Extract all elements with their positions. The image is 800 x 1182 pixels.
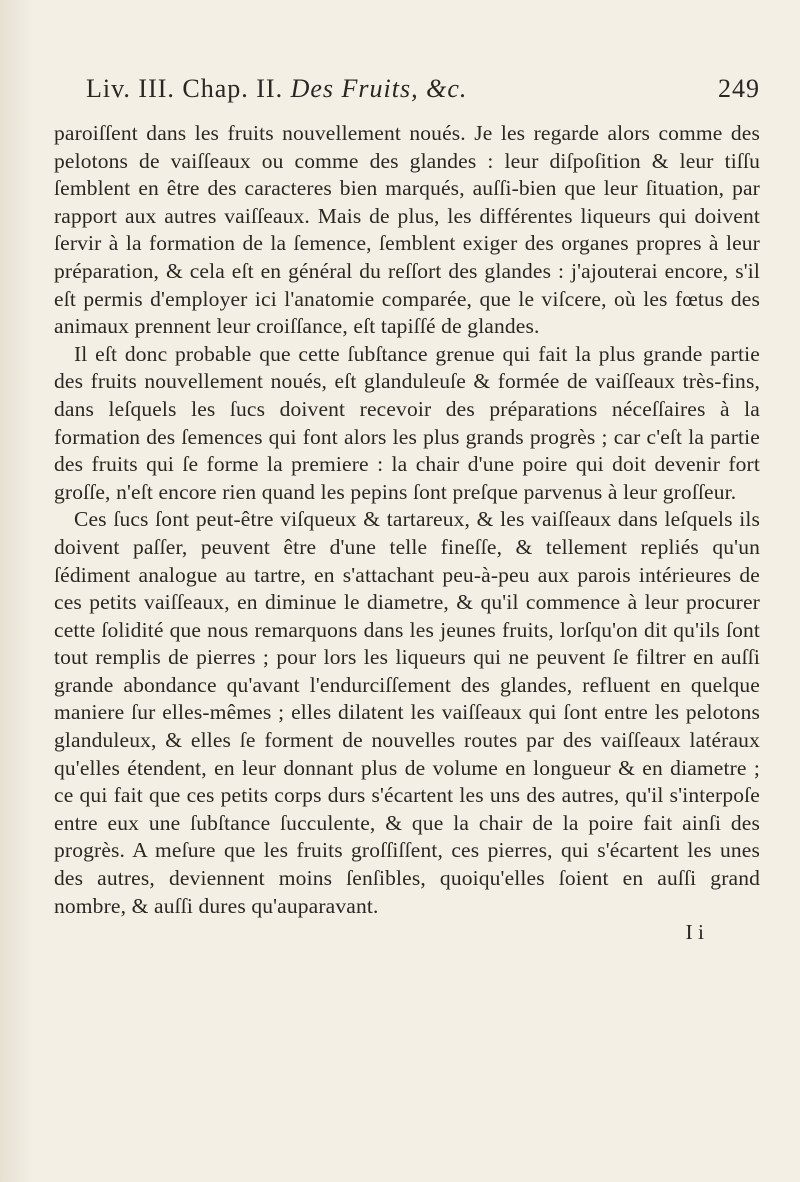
paragraph-3: Ces ſucs ſont peut-être viſqueux & tartareux, & les vaiſſeaux dans leſquels ils doivent paſſer, peuvent être d'une telle fineſſe, & tellement repliés qu'un ſédiment analogue au tartre, en s'attachant peu-à-peu aux parois intérieures de ces petits vaiſſeaux, en diminue le diametre, & qu'il commence à leur procurer cette ſolidité que nous remarquons dans les jeunes fruits, lorſqu'on dit qu'ils ſont tout remplis de pierres ; pour lors les liqueurs qui ne peuvent ſe filtrer en auſſi grande abondance qu'avant l'endurciſſement des glandes, refluent en quelque maniere ſur elles-mêmes ; elles dilatent les vaiſſeaux qui ſont entre les pelotons glanduleux, & elles ſe forment de nouvelles routes par des vaiſſeaux latéraux qu'elles étendent, en leur donnant plus de volume en longueur & en diametre ; ce qui fait que ces petits corps durs s'écartent les uns des autres, qu'il s'interpoſe entre eux une ſubſtance ſucculente, & que la chair de la poire fait ainſi des progrès. A meſure que les fruits groſſiſſent, ces pierres, qui s'écartent les unes des autres, deviennent moins ſenſibles, quoiqu'elles ſoient en auſſi grand nombre, & auſſi dures qu'auparavant. (54, 507, 760, 918)
paragraph-2: Il eſt donc probable que cette ſubſtance grenue qui fait la plus grande partie des fruits nouvellement noués, eſt glanduleuſe & formée de vaiſſeaux très-fins, dans leſquels les ſucs doivent recevoir des préparations néceſſaires à la formation des ſemences qui font alors les plus grands progrès ; car c'eſt la partie des fruits qui ſe forme la premiere : la chair d'une poire qui doit devenir fort groſſe, n'eſt encore rien quand les pepins ſont preſque parvenus à leur groſſeur. (54, 341, 760, 504)
book-page (54, 68, 760, 948)
paragraph-1: paroiſſent dans les fruits nouvellement noués. Je les regarde alors comme des pelotons de vaiſſeaux ou comme des glandes : leur diſpoſition & leur tiſſu ſemblent en être des caracteres bien marqués, auſſi-bien que leur ſituation, par rapport aux autres vaiſſeaux. Mais de plus, les différentes liqueurs qui doivent ſervir à la formation de la ſemence, ſemblent exiger des organes propres à leur préparation, & cela eſt en général du reſſort des glandes : j'ajouterai encore, s'il eſt permis d'employer ici l'anatomie comparée, que le viſcere, où les fœtus des animaux prennent leur croiſſance, eſt tapiſſé de glandes. (54, 121, 760, 339)
running-title-roman: Liv. III. Chap. II. (86, 74, 284, 103)
page-gutter-shadow (0, 0, 34, 1182)
signature-mark: I i (685, 920, 704, 945)
running-title-italic: Des Fruits, &c. (290, 74, 468, 103)
running-title (86, 74, 467, 104)
page-footer (54, 920, 760, 948)
page-number: 249 (718, 74, 760, 103)
body-text (54, 120, 760, 920)
running-header (54, 68, 760, 112)
